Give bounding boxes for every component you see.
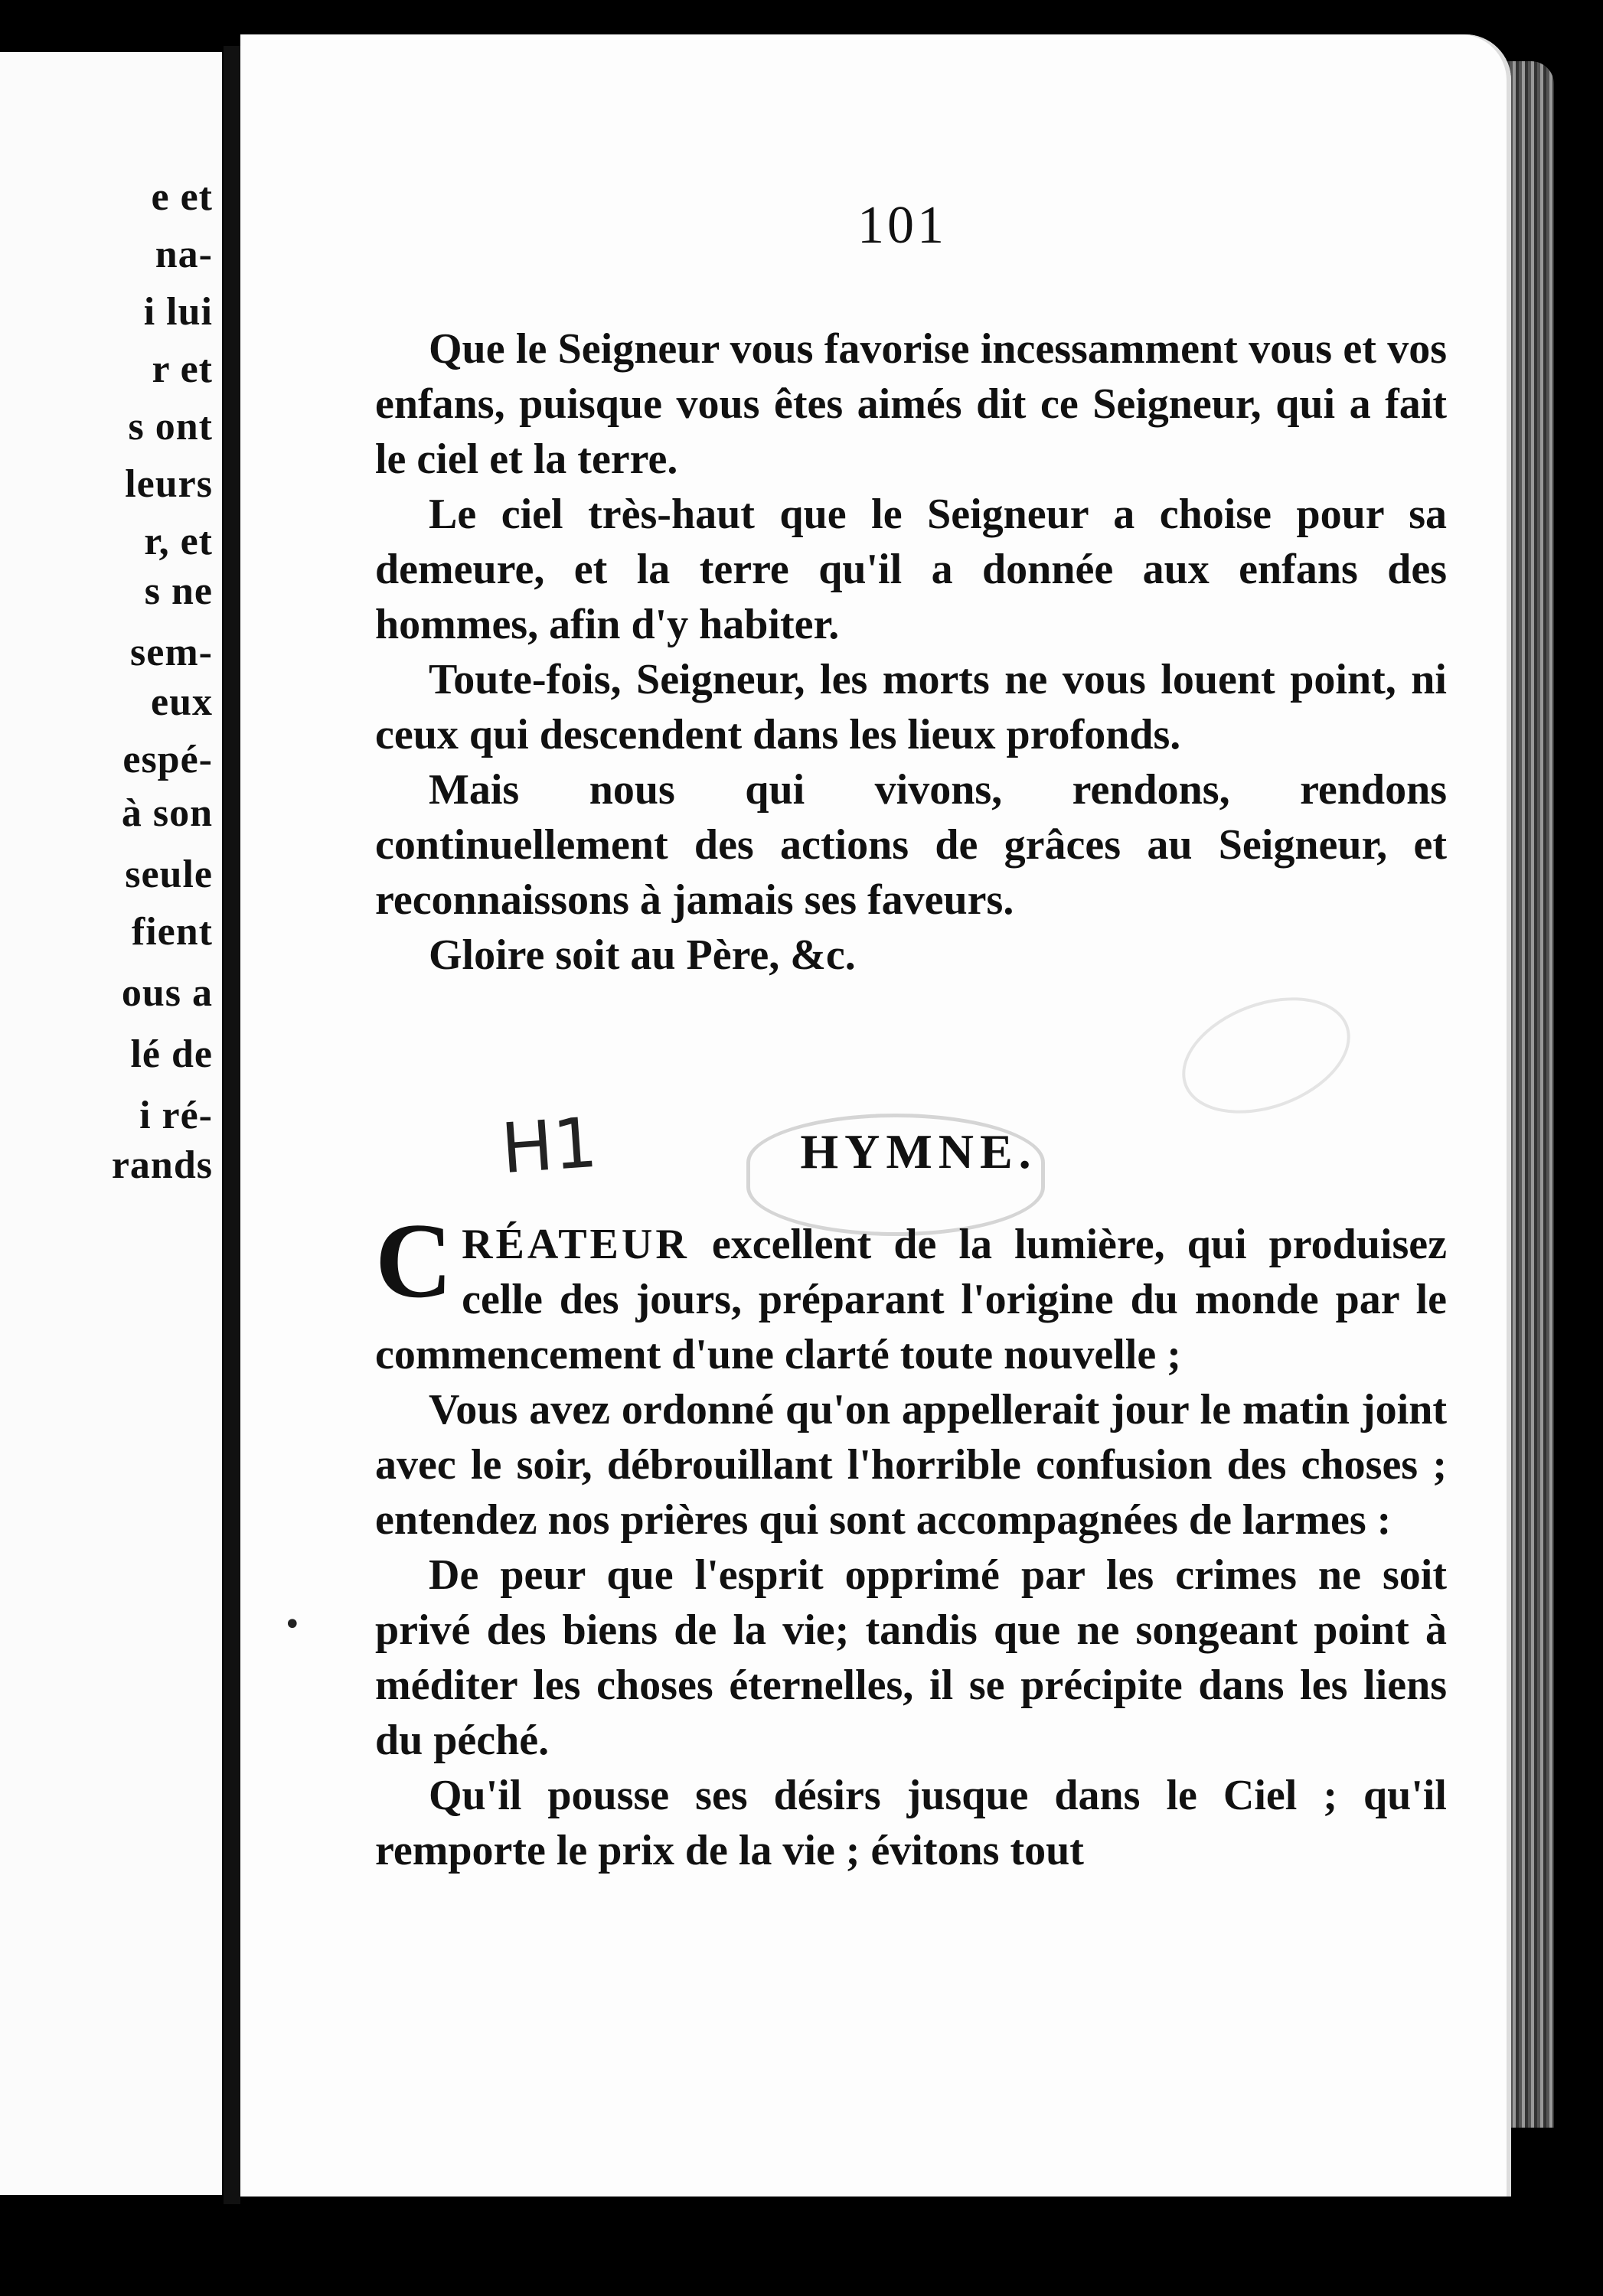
facing-line: e et — [151, 175, 213, 219]
hymn-paragraph: Vous avez ordonné qu'on appellerait jour le matin joint avec le soir, débrouillant l'horrible confusion des choses ; entendez nos prières qui sont accompagnées de larmes : — [375, 1386, 1447, 1544]
facing-line: sem- — [130, 631, 213, 674]
facing-line: lé de — [130, 1032, 213, 1076]
facing-line: na- — [155, 233, 213, 276]
facing-line: fient — [131, 910, 213, 954]
facing-line: r, et — [144, 520, 213, 563]
drop-cap: C — [375, 1202, 453, 1320]
psalm-paragraph: Toute-fois, Seigneur, les morts ne vous louent point, ni ceux qui descendent dans les lieux profonds. — [375, 656, 1447, 758]
book-gutter — [224, 46, 240, 2204]
psalm-paragraph: Mais nous qui vivons, rendons, rendons continuellement des actions de grâces au Seigneur, et reconnaissons à jamais ses faveurs. — [375, 766, 1447, 924]
facing-line: seule — [125, 853, 213, 896]
psalm-text — [375, 321, 1447, 983]
facing-line: eux — [151, 680, 213, 724]
stray-mark: • — [283, 1607, 302, 1642]
facing-line: i ré- — [139, 1094, 213, 1137]
hymn-first-paragraph — [375, 1202, 1447, 1382]
facing-line: à son — [121, 791, 213, 835]
facing-line: i lui — [143, 290, 213, 334]
first-paragraph-rest: excellent de la lumière, qui produisez celle des jours, préparant l'origine du monde par le commencement d'une clarté toute nouvelle ; — [375, 1221, 1447, 1378]
facing-line: espé- — [122, 738, 213, 781]
hymn-text — [375, 1202, 1447, 1878]
facing-line: s ont — [128, 405, 213, 448]
page-number: 101 — [857, 196, 947, 255]
facing-line: ous a — [121, 971, 213, 1015]
facing-line: s ne — [144, 569, 213, 613]
hymn-paragraph: Qu'il pousse ses désirs jusque dans le Ciel ; qu'il remporte le prix de la vie ; évitons tout — [375, 1772, 1447, 1874]
psalm-paragraph: Gloire soit au Père, &c. — [429, 931, 856, 979]
facing-line: rands — [111, 1143, 213, 1187]
facing-line: r et — [152, 347, 213, 391]
handwritten-annotation: H1 — [498, 1102, 600, 1190]
opening-word: RÉATEUR — [462, 1221, 690, 1268]
facing-line: leurs — [125, 462, 213, 506]
facing-page-fragment — [0, 52, 222, 2195]
psalm-paragraph: Le ciel très-haut que le Seigneur a choise pour sa demeure, et la terre qu'il a donnée aux enfans des hommes, afin d'y habiter. — [375, 491, 1447, 648]
hymn-title: HYMNE. — [800, 1124, 1037, 1179]
psalm-paragraph: Que le Seigneur vous favorise incessamment vous et vos enfans, puisque vous êtes aimés dit ce Seigneur, qui a fait le ciel et la terre. — [375, 325, 1447, 483]
hymn-paragraph: De peur que l'esprit opprimé par les crimes ne soit privé des biens de la vie; tandis que ne songeant point à méditer les choses éternelles, il se précipite dans les liens du péché. — [375, 1551, 1447, 1764]
